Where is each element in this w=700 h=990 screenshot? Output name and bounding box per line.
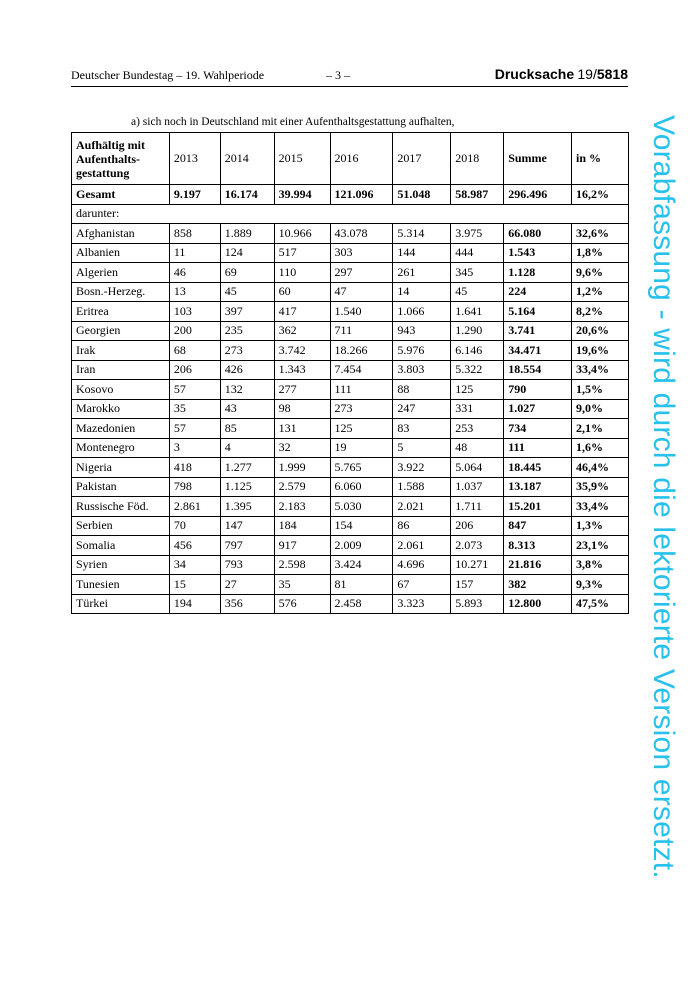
watermark-text: Vorabfassung - wird durch die lektorierte Version ersetzt.	[647, 115, 680, 879]
header-document-id	[495, 66, 628, 83]
value-cell-2017: 88	[393, 380, 451, 400]
value-cell-2018: 1.290	[451, 321, 504, 341]
value-cell-2013: 194	[169, 594, 220, 614]
table-row	[72, 341, 629, 361]
sum-cell: 790	[504, 380, 572, 400]
percent-cell: 3,8%	[572, 555, 629, 575]
total-sum: 296.496	[504, 185, 572, 205]
value-cell-2018: 6.146	[451, 341, 504, 361]
value-cell-2014: 27	[220, 575, 274, 595]
percent-cell: 1,3%	[572, 516, 629, 536]
country-cell: Georgien	[72, 321, 170, 341]
intro-text: a) sich noch in Deutschland mit einer Aufenthaltsgestattung aufhalten,	[131, 116, 455, 128]
value-cell-2013: 3	[169, 438, 220, 458]
value-cell-2015: 277	[274, 380, 330, 400]
percent-cell: 1,8%	[572, 243, 629, 263]
subheading: darunter:	[72, 204, 629, 224]
value-cell-2014: 1.395	[220, 497, 274, 517]
value-cell-2017: 3.803	[393, 360, 451, 380]
doc-label: Drucksache	[494, 66, 575, 82]
value-cell-2014: 69	[220, 263, 274, 283]
subheading-row	[72, 204, 629, 224]
value-cell-2017: 5.314	[393, 224, 451, 244]
table-header-row	[72, 133, 629, 185]
header-year-2016: 2016	[330, 133, 393, 185]
country-cell: Mazedonien	[72, 419, 170, 439]
value-cell-2015: 517	[274, 243, 330, 263]
value-cell-2018: 157	[451, 575, 504, 595]
percent-cell: 9,6%	[572, 263, 629, 283]
country-cell: Algerien	[72, 263, 170, 283]
total-2014: 16.174	[220, 185, 274, 205]
percent-cell: 35,9%	[572, 477, 629, 497]
value-cell-2018: 2.073	[451, 536, 504, 556]
header-page-number: – 3 –	[326, 68, 350, 82]
value-cell-2015: 110	[274, 263, 330, 283]
table-row	[72, 516, 629, 536]
value-cell-2017: 86	[393, 516, 451, 536]
value-cell-2015: 2.183	[274, 497, 330, 517]
value-cell-2013: 57	[169, 419, 220, 439]
value-cell-2013: 57	[169, 380, 220, 400]
value-cell-2017: 1.066	[393, 302, 451, 322]
value-cell-2015: 131	[274, 419, 330, 439]
value-cell-2013: 34	[169, 555, 220, 575]
sum-cell: 382	[504, 575, 572, 595]
value-cell-2015: 184	[274, 516, 330, 536]
value-cell-2016: 111	[330, 380, 393, 400]
country-cell: Eritrea	[72, 302, 170, 322]
table-row	[72, 497, 629, 517]
header-sum: Summe	[504, 133, 572, 185]
value-cell-2017: 247	[393, 399, 451, 419]
total-2013: 9.197	[169, 185, 220, 205]
value-cell-2018: 253	[451, 419, 504, 439]
percent-cell: 46,4%	[572, 458, 629, 478]
country-cell: Tunesien	[72, 575, 170, 595]
header-year-2017: 2017	[393, 133, 451, 185]
total-percent: 16,2%	[572, 185, 629, 205]
header-label-cell: Aufhältig mit Aufenthalts-gestattung	[72, 133, 170, 185]
value-cell-2017: 1.588	[393, 477, 451, 497]
header-year-2015: 2015	[274, 133, 330, 185]
value-cell-2016: 47	[330, 282, 393, 302]
percent-cell: 19,6%	[572, 341, 629, 361]
value-cell-2014: 1.277	[220, 458, 274, 478]
value-cell-2016: 3.424	[330, 555, 393, 575]
value-cell-2013: 70	[169, 516, 220, 536]
value-cell-2018: 1.711	[451, 497, 504, 517]
country-cell: Serbien	[72, 516, 170, 536]
value-cell-2014: 1.125	[220, 477, 274, 497]
value-cell-2016: 7.454	[330, 360, 393, 380]
value-cell-2016: 273	[330, 399, 393, 419]
percent-cell: 1,6%	[572, 438, 629, 458]
country-cell: Russische Föd.	[72, 497, 170, 517]
table-row	[72, 282, 629, 302]
country-cell: Syrien	[72, 555, 170, 575]
table-row	[72, 555, 629, 575]
value-cell-2015: 917	[274, 536, 330, 556]
table-row	[72, 575, 629, 595]
value-cell-2013: 418	[169, 458, 220, 478]
value-cell-2014: 797	[220, 536, 274, 556]
value-cell-2017: 4.696	[393, 555, 451, 575]
total-2015: 39.994	[274, 185, 330, 205]
sum-cell: 15.201	[504, 497, 572, 517]
value-cell-2015: 10.966	[274, 224, 330, 244]
country-cell: Pakistan	[72, 477, 170, 497]
value-cell-2015: 98	[274, 399, 330, 419]
sum-cell: 12.800	[504, 594, 572, 614]
sum-cell: 847	[504, 516, 572, 536]
page-header	[71, 66, 628, 87]
table-row	[72, 438, 629, 458]
value-cell-2014: 45	[220, 282, 274, 302]
percent-cell: 1,5%	[572, 380, 629, 400]
percent-cell: 47,5%	[572, 594, 629, 614]
value-cell-2016: 2.458	[330, 594, 393, 614]
country-cell: Türkei	[72, 594, 170, 614]
sum-cell: 1.128	[504, 263, 572, 283]
value-cell-2014: 1.889	[220, 224, 274, 244]
value-cell-2016: 81	[330, 575, 393, 595]
value-cell-2016: 19	[330, 438, 393, 458]
country-cell: Irak	[72, 341, 170, 361]
value-cell-2017: 3.922	[393, 458, 451, 478]
value-cell-2013: 46	[169, 263, 220, 283]
value-cell-2015: 32	[274, 438, 330, 458]
header-percent: in %	[572, 133, 629, 185]
sum-cell: 66.080	[504, 224, 572, 244]
value-cell-2017: 2.021	[393, 497, 451, 517]
sum-cell: 18.554	[504, 360, 572, 380]
value-cell-2018: 345	[451, 263, 504, 283]
header-parliament: Deutscher Bundestag – 19. Wahlperiode	[71, 68, 265, 82]
table-row	[72, 477, 629, 497]
value-cell-2016: 1.540	[330, 302, 393, 322]
country-cell: Somalia	[72, 536, 170, 556]
percent-cell: 1,2%	[572, 282, 629, 302]
sum-cell: 1.027	[504, 399, 572, 419]
value-cell-2018: 1.037	[451, 477, 504, 497]
sum-cell: 18.445	[504, 458, 572, 478]
doc-period: 19/	[577, 66, 597, 82]
value-cell-2017: 144	[393, 243, 451, 263]
table-row	[72, 380, 629, 400]
value-cell-2017: 3.323	[393, 594, 451, 614]
sum-cell: 13.187	[504, 477, 572, 497]
value-cell-2017: 5	[393, 438, 451, 458]
value-cell-2016: 5.030	[330, 497, 393, 517]
value-cell-2014: 426	[220, 360, 274, 380]
value-cell-2017: 83	[393, 419, 451, 439]
percent-cell: 8,2%	[572, 302, 629, 322]
total-row	[72, 185, 629, 205]
value-cell-2016: 5.765	[330, 458, 393, 478]
percent-cell: 32,6%	[572, 224, 629, 244]
sum-cell: 34.471	[504, 341, 572, 361]
value-cell-2013: 798	[169, 477, 220, 497]
table-row	[72, 263, 629, 283]
table-row	[72, 321, 629, 341]
value-cell-2015: 2.598	[274, 555, 330, 575]
value-cell-2017: 943	[393, 321, 451, 341]
value-cell-2016: 2.009	[330, 536, 393, 556]
value-cell-2013: 13	[169, 282, 220, 302]
value-cell-2017: 67	[393, 575, 451, 595]
value-cell-2018: 444	[451, 243, 504, 263]
value-cell-2013: 456	[169, 536, 220, 556]
value-cell-2018: 125	[451, 380, 504, 400]
value-cell-2016: 43.078	[330, 224, 393, 244]
percent-cell: 20,6%	[572, 321, 629, 341]
value-cell-2014: 124	[220, 243, 274, 263]
table-row	[72, 458, 629, 478]
percent-cell: 33,4%	[572, 360, 629, 380]
value-cell-2014: 235	[220, 321, 274, 341]
header-year-2014: 2014	[220, 133, 274, 185]
table-row	[72, 224, 629, 244]
value-cell-2018: 48	[451, 438, 504, 458]
table-row	[72, 243, 629, 263]
value-cell-2016: 18.266	[330, 341, 393, 361]
value-cell-2015: 1.999	[274, 458, 330, 478]
total-2018: 58.987	[451, 185, 504, 205]
value-cell-2017: 2.061	[393, 536, 451, 556]
sum-cell: 5.164	[504, 302, 572, 322]
sum-cell: 8.313	[504, 536, 572, 556]
value-cell-2016: 303	[330, 243, 393, 263]
asylum-table	[71, 132, 629, 614]
value-cell-2013: 200	[169, 321, 220, 341]
sum-cell: 21.816	[504, 555, 572, 575]
percent-cell: 9,3%	[572, 575, 629, 595]
value-cell-2015: 35	[274, 575, 330, 595]
value-cell-2015: 576	[274, 594, 330, 614]
value-cell-2016: 711	[330, 321, 393, 341]
value-cell-2018: 206	[451, 516, 504, 536]
sum-cell: 734	[504, 419, 572, 439]
value-cell-2015: 60	[274, 282, 330, 302]
value-cell-2014: 147	[220, 516, 274, 536]
value-cell-2013: 68	[169, 341, 220, 361]
percent-cell: 9,0%	[572, 399, 629, 419]
country-cell: Kosovo	[72, 380, 170, 400]
value-cell-2015: 362	[274, 321, 330, 341]
value-cell-2013: 11	[169, 243, 220, 263]
header-year-2018: 2018	[451, 133, 504, 185]
value-cell-2016: 297	[330, 263, 393, 283]
country-cell: Nigeria	[72, 458, 170, 478]
percent-cell: 33,4%	[572, 497, 629, 517]
value-cell-2014: 273	[220, 341, 274, 361]
value-cell-2013: 35	[169, 399, 220, 419]
value-cell-2017: 5.976	[393, 341, 451, 361]
value-cell-2014: 356	[220, 594, 274, 614]
value-cell-2013: 103	[169, 302, 220, 322]
sum-cell: 111	[504, 438, 572, 458]
country-cell: Albanien	[72, 243, 170, 263]
value-cell-2018: 10.271	[451, 555, 504, 575]
value-cell-2014: 85	[220, 419, 274, 439]
value-cell-2018: 5.064	[451, 458, 504, 478]
header-year-2013: 2013	[169, 133, 220, 185]
value-cell-2013: 858	[169, 224, 220, 244]
value-cell-2013: 206	[169, 360, 220, 380]
value-cell-2015: 2.579	[274, 477, 330, 497]
country-cell: Marokko	[72, 399, 170, 419]
country-cell: Iran	[72, 360, 170, 380]
value-cell-2014: 4	[220, 438, 274, 458]
value-cell-2018: 5.893	[451, 594, 504, 614]
table-row	[72, 594, 629, 614]
percent-cell: 2,1%	[572, 419, 629, 439]
sum-cell: 1.543	[504, 243, 572, 263]
total-2017: 51.048	[393, 185, 451, 205]
country-cell: Afghanistan	[72, 224, 170, 244]
table-row	[72, 536, 629, 556]
value-cell-2014: 43	[220, 399, 274, 419]
table-row	[72, 360, 629, 380]
value-cell-2014: 793	[220, 555, 274, 575]
total-2016: 121.096	[330, 185, 393, 205]
table-row	[72, 302, 629, 322]
value-cell-2016: 154	[330, 516, 393, 536]
value-cell-2015: 1.343	[274, 360, 330, 380]
value-cell-2018: 1.641	[451, 302, 504, 322]
value-cell-2016: 6.060	[330, 477, 393, 497]
value-cell-2018: 5.322	[451, 360, 504, 380]
sum-cell: 3.741	[504, 321, 572, 341]
total-label: Gesamt	[72, 185, 170, 205]
value-cell-2015: 3.742	[274, 341, 330, 361]
value-cell-2014: 397	[220, 302, 274, 322]
value-cell-2016: 125	[330, 419, 393, 439]
value-cell-2015: 417	[274, 302, 330, 322]
country-cell: Bosn.-Herzeg.	[72, 282, 170, 302]
value-cell-2018: 331	[451, 399, 504, 419]
table-row	[72, 419, 629, 439]
percent-cell: 23,1%	[572, 536, 629, 556]
value-cell-2018: 3.975	[451, 224, 504, 244]
country-cell: Montenegro	[72, 438, 170, 458]
doc-number: 5818	[596, 66, 628, 82]
value-cell-2013: 2.861	[169, 497, 220, 517]
value-cell-2018: 45	[451, 282, 504, 302]
value-cell-2017: 261	[393, 263, 451, 283]
value-cell-2017: 14	[393, 282, 451, 302]
table-row	[72, 399, 629, 419]
value-cell-2014: 132	[220, 380, 274, 400]
sum-cell: 224	[504, 282, 572, 302]
value-cell-2013: 15	[169, 575, 220, 595]
